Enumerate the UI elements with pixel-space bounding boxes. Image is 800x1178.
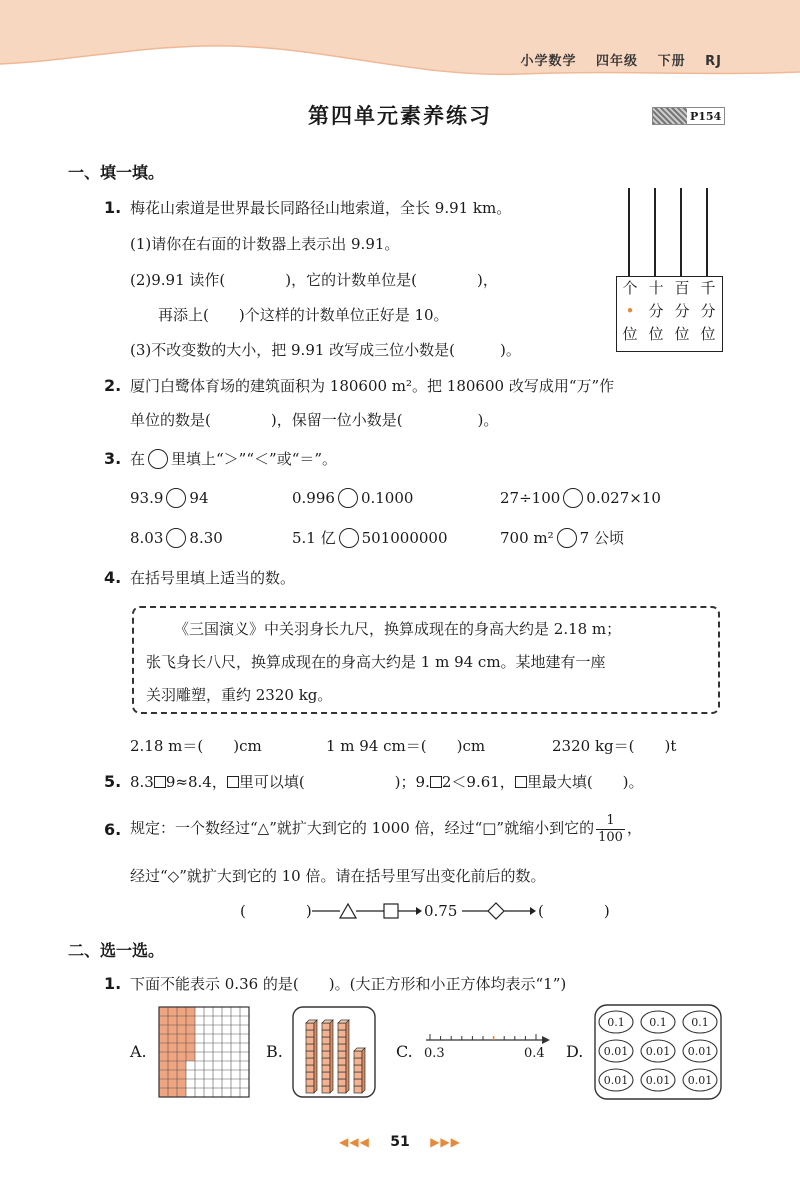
token-value: 0.01 — [603, 1045, 629, 1058]
number-line-start: 0.3 — [424, 1046, 445, 1061]
cube-rod — [354, 1048, 365, 1093]
story-line: 张飞身长八尺，换算成现在的身高大约是 1 m 94 cm。某地建有一座 — [146, 653, 606, 671]
counting-frame[interactable] — [616, 188, 723, 351]
q5-text — [130, 772, 644, 792]
place-label: 分 — [700, 302, 716, 320]
place-label: 位 — [674, 325, 690, 343]
q4-blank[interactable]: 1 m 94 cm＝( )cm — [326, 737, 486, 755]
q1-part3: (3)不改变数的大小，把 9.91 改写成三位小数是( )。 — [130, 341, 521, 359]
header-grade: 四年级 — [596, 54, 639, 69]
page-reference-badge — [652, 107, 725, 125]
q5-part: 2＜9.61， — [441, 773, 515, 791]
answer-circle[interactable] — [557, 528, 577, 548]
q5-part: 里可以填( )；9. — [238, 773, 430, 791]
page-title: 第四单元素养练习 — [308, 104, 492, 128]
box-icon — [154, 776, 166, 788]
chain-value: 0.75 — [424, 902, 458, 920]
header-edition: RJ — [705, 54, 722, 69]
comparison-item — [500, 528, 624, 548]
page-number: 51 — [390, 1134, 410, 1150]
prev-arrows-icon: ◀◀◀ — [339, 1135, 370, 1149]
compare-right: 0.027×10 — [586, 489, 661, 507]
fraction-numerator: 1 — [596, 813, 625, 830]
header-subject: 小学数学 — [520, 54, 577, 69]
compare-right: 8.30 — [189, 529, 223, 547]
place-label: 百 — [674, 279, 690, 297]
rod-ones — [628, 188, 630, 276]
q6-line1 — [130, 808, 642, 848]
place-label: 位 — [622, 325, 638, 343]
token-value: 0.01 — [687, 1045, 713, 1058]
decimal-tokens — [594, 1004, 722, 1100]
token-value: 0.01 — [645, 1074, 671, 1087]
comparison-item — [292, 488, 413, 508]
q5-part: 8.3 — [130, 773, 154, 791]
q6-line2: 经过“◇”就扩大到它的 10 倍。请在括号里写出变化前后的数。 — [130, 867, 546, 885]
s2-q1-text: 下面不能表示 0.36 的是( )。(大正方形和小正方体均表示“1”) — [130, 975, 567, 993]
place-label: 分 — [674, 302, 690, 320]
compare-right: 501000000 — [361, 529, 448, 547]
question-number: 2. — [104, 376, 122, 395]
q6-text: 规定：一个数经过“△”就扩大到它的 1000 倍，经过“□”就缩小到它的 — [130, 819, 595, 837]
comparison-item — [500, 488, 661, 508]
q6-comma: ， — [626, 819, 642, 837]
square-icon — [384, 904, 398, 918]
token-value: 0.1 — [691, 1016, 709, 1029]
header-volume: 下册 — [657, 54, 686, 69]
compare-left: 0.996 — [292, 489, 335, 507]
q1-part2-cont: 再添上( )个这样的计数单位正好是 10。 — [158, 306, 449, 324]
question-number: 1. — [104, 198, 122, 217]
answer-circle[interactable] — [338, 488, 358, 508]
place-label: 千 — [700, 279, 716, 297]
rod-hundredths — [680, 188, 682, 276]
option-a-label[interactable]: A. — [130, 1042, 147, 1061]
cube-rod — [306, 1020, 317, 1093]
answer-circle[interactable] — [563, 488, 583, 508]
decimal-point: • — [625, 302, 635, 320]
q3-pre: 在 — [130, 450, 146, 468]
token-value: 0.01 — [603, 1074, 629, 1087]
compare-right: 7 公顷 — [579, 529, 624, 547]
compare-left: 700 m² — [500, 529, 554, 547]
section-heading-fill: 一、填一填。 — [68, 163, 165, 182]
question-number: 3. — [104, 449, 122, 468]
number-line-end: 0.4 — [524, 1046, 545, 1061]
cube-rod — [322, 1020, 333, 1093]
token-value: 0.01 — [645, 1045, 671, 1058]
compare-left: 8.03 — [130, 529, 164, 547]
triangle-icon — [340, 904, 356, 918]
compare-left: 27÷100 — [500, 489, 561, 507]
page-footer — [0, 1134, 800, 1150]
q1-part1: (1)请你在右面的计数器上表示出 9.91。 — [130, 235, 400, 253]
answer-circle[interactable] — [166, 528, 186, 548]
cube-rods — [292, 1006, 376, 1098]
place-label: 位 — [648, 325, 664, 343]
hundred-grid — [158, 1006, 250, 1098]
place-label: 位 — [700, 325, 716, 343]
q1-part2: (2)9.91 读作( )，它的计数单位是( )， — [130, 271, 498, 289]
story-line: 《三国演义》中关羽身长九尺，换算成现在的身高大约是 2.18 m； — [174, 620, 622, 638]
option-d-label[interactable]: D. — [566, 1042, 584, 1061]
comparison-circle — [148, 449, 168, 469]
header-info — [507, 50, 723, 69]
answer-circle[interactable] — [166, 488, 186, 508]
q4-text: 在括号里填上适当的数。 — [130, 569, 296, 587]
question-number: 4. — [104, 568, 122, 587]
chain-start-blank[interactable]: ( ) — [240, 902, 312, 920]
fraction-denominator: 100 — [598, 829, 623, 845]
compare-right: 94 — [189, 489, 209, 507]
q5-part: 里最大填( )。 — [526, 773, 644, 791]
comparison-item — [130, 528, 223, 548]
chain-end-blank[interactable]: ( ) — [538, 902, 610, 920]
q2-line1: 厦门白鹭体育场的建筑面积为 180600 m²。把 180600 改写成用“万”作 — [130, 377, 615, 395]
option-c-label[interactable]: C. — [396, 1042, 413, 1061]
place-label: 个 — [622, 279, 638, 297]
answer-circle[interactable] — [339, 528, 359, 548]
q4-blank[interactable]: 2.18 m＝( )cm — [130, 737, 262, 755]
qr-code-icon — [653, 108, 687, 124]
compare-right: 0.1000 — [360, 489, 414, 507]
counting-frame-base — [616, 276, 723, 352]
q2-line2: 单位的数是( )，保留一位小数是( )。 — [130, 411, 499, 429]
box-icon — [515, 776, 527, 788]
token-value: 0.01 — [687, 1074, 713, 1087]
box-icon — [430, 776, 442, 788]
rod-thousandths — [706, 188, 708, 276]
story-line: 关羽雕塑，重约 2320 kg。 — [146, 686, 333, 704]
question-number: 1. — [104, 974, 122, 993]
place-label: 分 — [648, 302, 664, 320]
section-heading-choose: 二、选一选。 — [68, 941, 165, 960]
compare-left: 93.9 — [130, 489, 164, 507]
question-number: 5. — [104, 772, 122, 791]
compare-left: 5.1 亿 — [292, 529, 336, 547]
q1-text: 梅花山索道是世界最长同路径山地索道，全长 9.91 km。 — [130, 199, 512, 217]
place-label: 十 — [648, 279, 664, 297]
story-box — [132, 606, 720, 714]
comparison-item — [292, 528, 448, 548]
diamond-icon — [488, 903, 504, 919]
page-reference: P154 — [690, 109, 722, 123]
fraction — [596, 813, 625, 846]
token-value: 0.1 — [607, 1016, 625, 1029]
option-b-label[interactable]: B. — [266, 1042, 283, 1061]
question-number: 6. — [104, 820, 122, 839]
rod-tenths — [654, 188, 656, 276]
comparison-item — [130, 488, 209, 508]
q5-part: 9≈8.4， — [165, 773, 227, 791]
cube-rod — [338, 1020, 349, 1093]
q3-post: 里填上“＞”“＜”或“＝”。 — [171, 450, 338, 468]
next-arrows-icon: ▶▶▶ — [430, 1135, 461, 1149]
box-icon — [227, 776, 239, 788]
token-value: 0.1 — [649, 1016, 667, 1029]
q4-blank[interactable]: 2320 kg＝( )t — [552, 737, 677, 755]
q3-instruction — [130, 449, 337, 469]
